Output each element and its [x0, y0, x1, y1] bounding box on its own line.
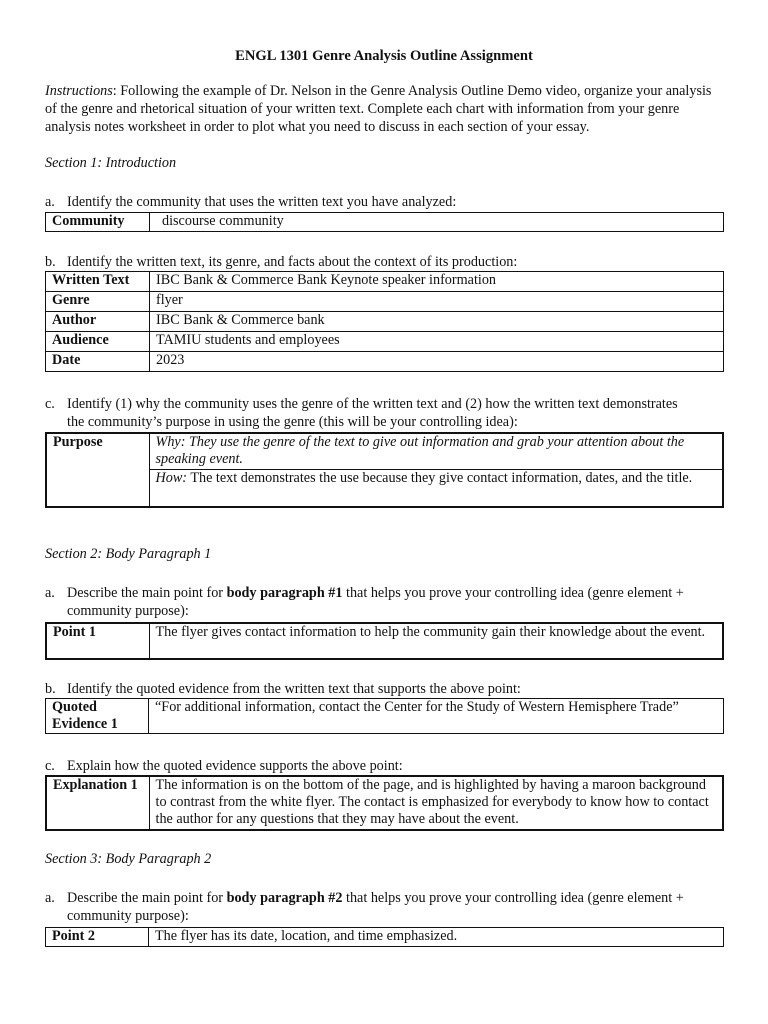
question-marker: c.	[45, 396, 55, 412]
table-row	[46, 928, 724, 947]
question-prompt-line2: community purpose):	[67, 603, 189, 619]
table-row	[46, 623, 723, 659]
table-row	[46, 332, 724, 352]
question-prompt: Explain how the quoted evidence supports the above point:	[67, 758, 403, 774]
quoted-evidence-table	[45, 698, 724, 734]
table-key: Genre	[46, 292, 150, 312]
table-key: Date	[46, 352, 150, 372]
section1-question-b	[45, 253, 735, 271]
point2-table	[45, 927, 724, 947]
instructions-label: Instructions	[45, 83, 113, 99]
purpose-key: Purpose	[46, 433, 149, 507]
question-marker: b.	[45, 681, 56, 697]
question-marker: a.	[45, 890, 55, 906]
question-marker: a.	[45, 194, 55, 210]
purpose-table	[45, 432, 724, 508]
explanation-table	[45, 775, 724, 831]
section2-question-a	[45, 584, 735, 620]
question-prompt-pre: Describe the main point for	[67, 585, 227, 601]
question-prompt: Identify the written text, its genre, and facts about the context of its production:	[67, 254, 518, 270]
section2-question-b	[45, 680, 735, 698]
table-key: Audience	[46, 332, 150, 352]
section1-heading: Section 1: Introduction	[45, 155, 177, 171]
page-title: ENGL 1301 Genre Analysis Outline Assignment	[235, 48, 533, 64]
instructions-paragraph	[45, 82, 725, 136]
section2-heading: Section 2: Body Paragraph 1	[45, 546, 212, 562]
point1-table	[45, 622, 724, 660]
written-text-table	[45, 271, 724, 372]
table-key: Written Text	[46, 272, 150, 292]
question-prompt: Identify the community that uses the written text you have analyzed:	[67, 194, 457, 210]
point1-value: The flyer gives contact information to help the community gain their knowledge about the event.	[149, 623, 723, 659]
question-prompt-post: that helps you prove your controlling idea (genre element +	[342, 890, 684, 906]
table-row	[46, 213, 724, 232]
table-value: 2023	[150, 352, 724, 372]
question-prompt: Identify the quoted evidence from the written text that supports the above point:	[67, 681, 521, 697]
quoted-evidence-key	[46, 699, 149, 734]
instructions-text: : Following the example of Dr. Nelson in the Genre Analysis Outline Demo video, organize your analysis of the genre and rhetorical situation of your written text. Complete each chart with information from your genre analysis notes worksheet in order to plot what you need to discuss in each section of your essay.	[45, 83, 712, 135]
key-line1: Quoted	[52, 699, 97, 715]
point2-key: Point 2	[46, 928, 149, 947]
purpose-how-label: How:	[155, 470, 188, 486]
question-prompt-line2: the community’s purpose in using the genre (this will be your controlling idea):	[67, 414, 518, 430]
key-line2: Evidence 1	[52, 716, 118, 732]
table-row	[46, 292, 724, 312]
section3-question-a	[45, 889, 735, 925]
point1-key: Point 1	[46, 623, 149, 659]
section2-question-c	[45, 757, 735, 775]
section3-heading: Section 3: Body Paragraph 2	[45, 851, 212, 867]
table-row	[46, 776, 723, 830]
table-value: TAMIU students and employees	[150, 332, 724, 352]
point2-value: The flyer has its date, location, and time emphasized.	[149, 928, 724, 947]
section1-question-c	[45, 395, 735, 431]
community-table	[45, 212, 724, 232]
table-row	[46, 699, 724, 734]
table-key: Author	[46, 312, 150, 332]
question-prompt-line1: Identify (1) why the community uses the genre of the written text and (2) how the written text demonstrates	[67, 396, 678, 412]
question-prompt-line2: community purpose):	[67, 908, 189, 924]
table-row	[46, 272, 724, 292]
quoted-evidence-value: “For additional information, contact the Center for the Study of Western Hemisphere Trade”	[149, 699, 724, 734]
section1-question-a	[45, 193, 735, 211]
question-marker: c.	[45, 758, 55, 774]
table-value: flyer	[150, 292, 724, 312]
question-marker: a.	[45, 585, 55, 601]
question-prompt-bold: body paragraph #1	[226, 585, 343, 601]
question-prompt-post: that helps you prove your controlling idea (genre element +	[342, 585, 684, 601]
table-value: IBC Bank & Commerce bank	[150, 312, 724, 332]
community-value: discourse community	[150, 213, 724, 232]
community-key: Community	[46, 213, 150, 232]
explanation-value: The information is on the bottom of the page, and is highlighted by having a maroon background to contrast from the white flyer. The contact is emphasized for everybody to know how to contact the author for any questions that they may have about the event.	[149, 776, 723, 830]
table-row	[46, 433, 723, 470]
table-value: IBC Bank & Commerce Bank Keynote speaker information	[150, 272, 724, 292]
explanation-key: Explanation 1	[46, 776, 149, 830]
purpose-how-text: The text demonstrates the use because they give contact information, dates, and the title.	[187, 470, 693, 486]
purpose-why: Why: They use the genre of the text to give out information and grab your attention about the speaking event.	[149, 433, 723, 470]
question-prompt-pre: Describe the main point for	[67, 890, 227, 906]
table-row	[46, 352, 724, 372]
table-row	[46, 312, 724, 332]
purpose-how	[149, 470, 723, 508]
question-marker: b.	[45, 254, 56, 270]
question-prompt-bold: body paragraph #2	[226, 890, 343, 906]
